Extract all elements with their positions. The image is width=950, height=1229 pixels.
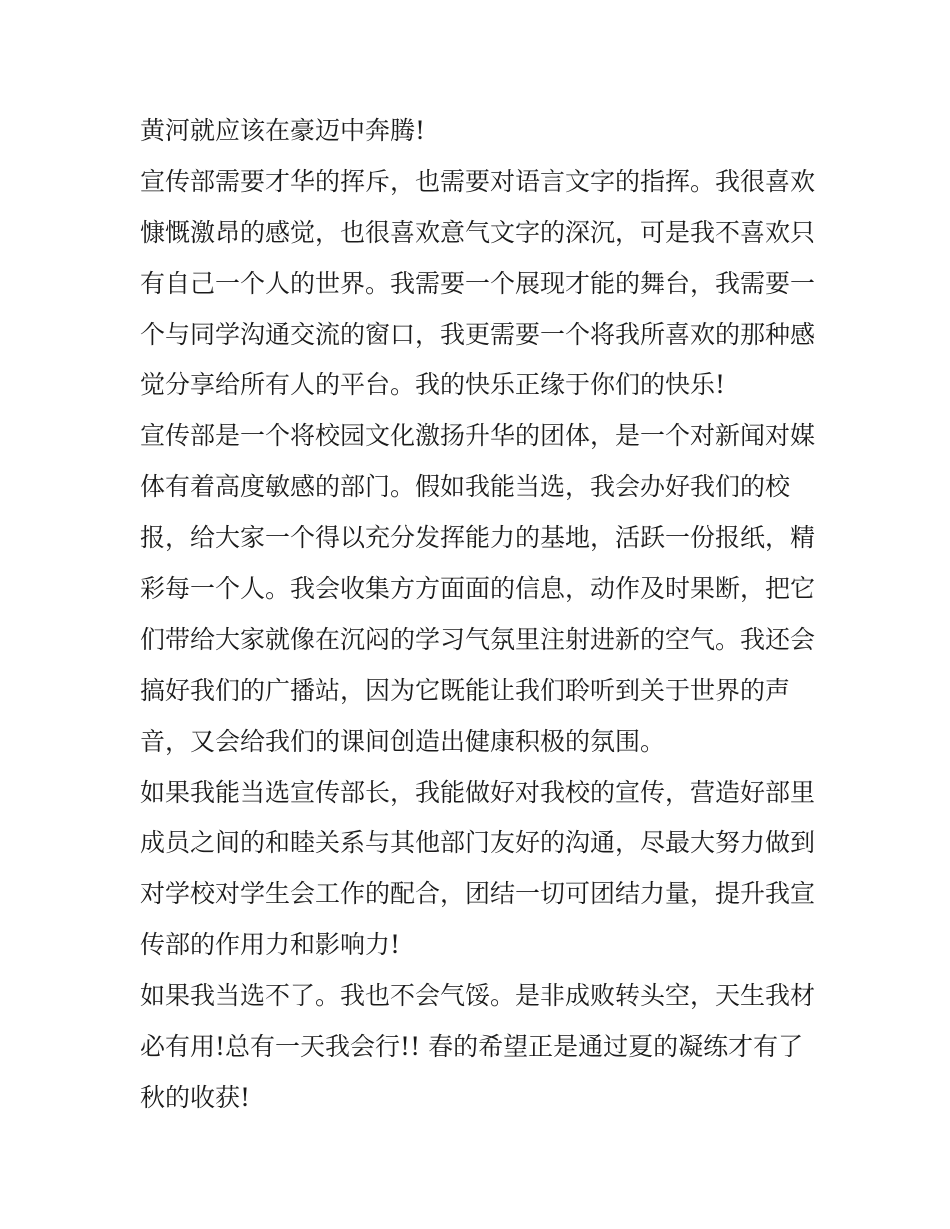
text-line: 慷慨激昂的感觉，也很喜欢意气文字的深沉，可是我不喜欢只: [140, 217, 816, 247]
text-line: 搞好我们的广播站，因为它既能让我们聆听到关于世界的声: [140, 675, 791, 705]
text-line: 报，给大家一个得以充分发挥能力的基地，活跃一份报纸，精: [140, 523, 816, 553]
text-line: 如果我当选不了。我也不会气馁。是非成败转头空，天生我材: [140, 981, 816, 1011]
document-body: [140, 106, 820, 1124]
text-line: 个与同学沟通交流的窗口，我更需要一个将我所喜欢的那种感: [140, 319, 816, 349]
text-line: 如果我能当选宣传部长，我能做好对我校的宣传，营造好部里: [140, 777, 816, 807]
text-line: 音，又会给我们的课间创造出健康积极的氛围。: [140, 726, 666, 756]
text-line: 秋的收获!: [140, 1082, 251, 1112]
text-line: 对学校对学生会工作的配合，团结一切可团结力量，提升我宣: [140, 879, 816, 909]
text-line: 体有着高度敏感的部门。假如我能当选，我会办好我们的校: [140, 472, 791, 502]
text-line: 觉分享给所有人的平台。我的快乐正缘于你们的快乐!: [140, 370, 726, 400]
text-line: 有自己一个人的世界。我需要一个展现才能的舞台，我需要一: [140, 268, 816, 298]
text-line: 彩每一个人。我会收集方方面面的信息，动作及时果断，把它: [140, 574, 816, 604]
text-line: 传部的作用力和影响力!: [140, 930, 401, 960]
text-line: 成员之间的和睦关系与其他部门友好的沟通，尽最大努力做到: [140, 828, 816, 858]
text-line: 黄河就应该在豪迈中奔腾!: [140, 116, 426, 145]
text-line: 们带给大家就像在沉闷的学习气氛里注射进新的空气。我还会: [140, 624, 816, 654]
text-line: 宣传部是一个将校园文化激扬升华的团体，是一个对新闻对媒: [140, 421, 816, 451]
text-line: 必有用!总有一天我会行!! 春的希望正是通过夏的凝练才有了: [140, 1032, 804, 1062]
text-line: 宣传部需要才华的挥斥，也需要对语言文字的指挥。我很喜欢: [140, 166, 816, 196]
